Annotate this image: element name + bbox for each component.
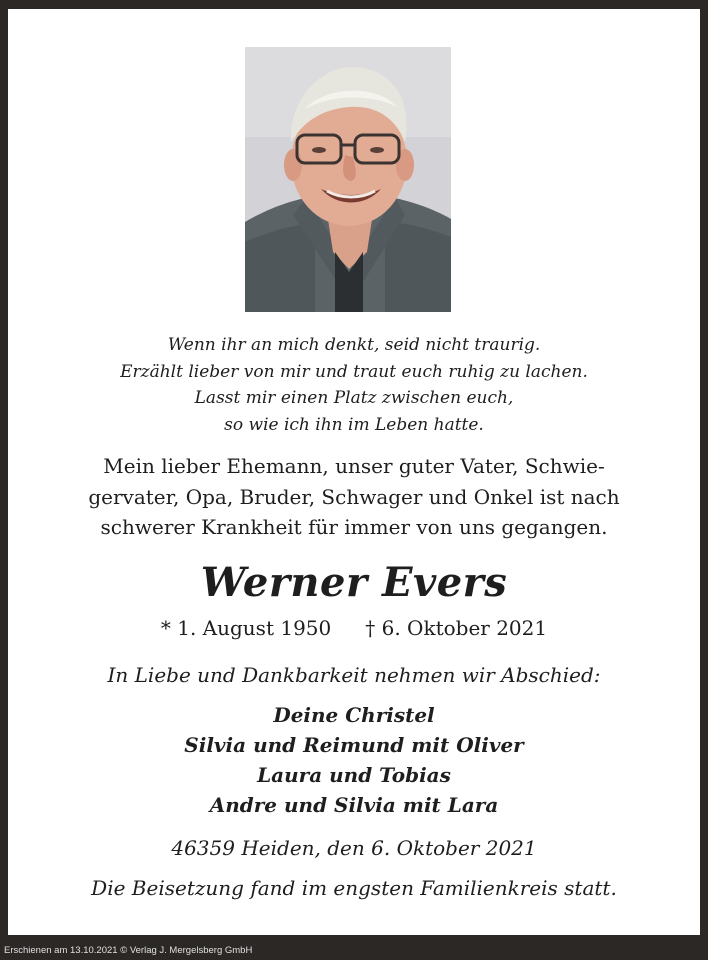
family-member: Laura und Tobias [257,763,451,787]
portrait-photo [245,47,451,312]
life-dates [8,614,700,642]
poem-line: Wenn ihr an mich denkt, seid nicht traurig. [167,335,541,355]
message-line: Mein lieber Ehemann, unser guter Vater, Schwie- [103,454,605,478]
birth-date: * 1. August 1950 [160,616,332,640]
publication-footer: Erschienen am 13.10.2021 © Verlag J. Mergelsberg GmbH [4,945,253,956]
deceased-name: Werner Evers [200,559,508,606]
message-line: gervater, Opa, Bruder, Schwager und Onkel ist nach [88,484,620,509]
place-and-date: 46359 Heiden, den 6. Oktober 2021 [171,836,537,860]
family-member: Silvia und Reimund mit Oliver [184,733,524,757]
farewell-line: In Liebe und Dankbarkeit nehmen wir Abschied: [107,663,601,687]
death-date: † 6. Oktober 2021 [365,616,548,640]
family-member: Deine Christel [273,703,435,727]
portrait-illustration [245,47,451,312]
family-list [8,700,700,820]
poem-line: so wie ich ihn im Leben hatte. [224,414,484,435]
obituary-card [8,9,700,935]
family-member: Andre und Silvia mit Lara [209,793,499,817]
funeral-note: Die Beisetzung fand im engsten Familienkreis statt. [91,876,617,900]
message-line: schwerer Krankheit für immer von uns gegangen. [100,515,608,539]
poem-line: Erzählt lieber von mir und traut euch ruhig zu lachen. [120,361,588,382]
poem [8,332,700,438]
poem-line: Lasst mir einen Platz zwischen euch, [194,388,514,408]
announcement-message [8,451,700,543]
